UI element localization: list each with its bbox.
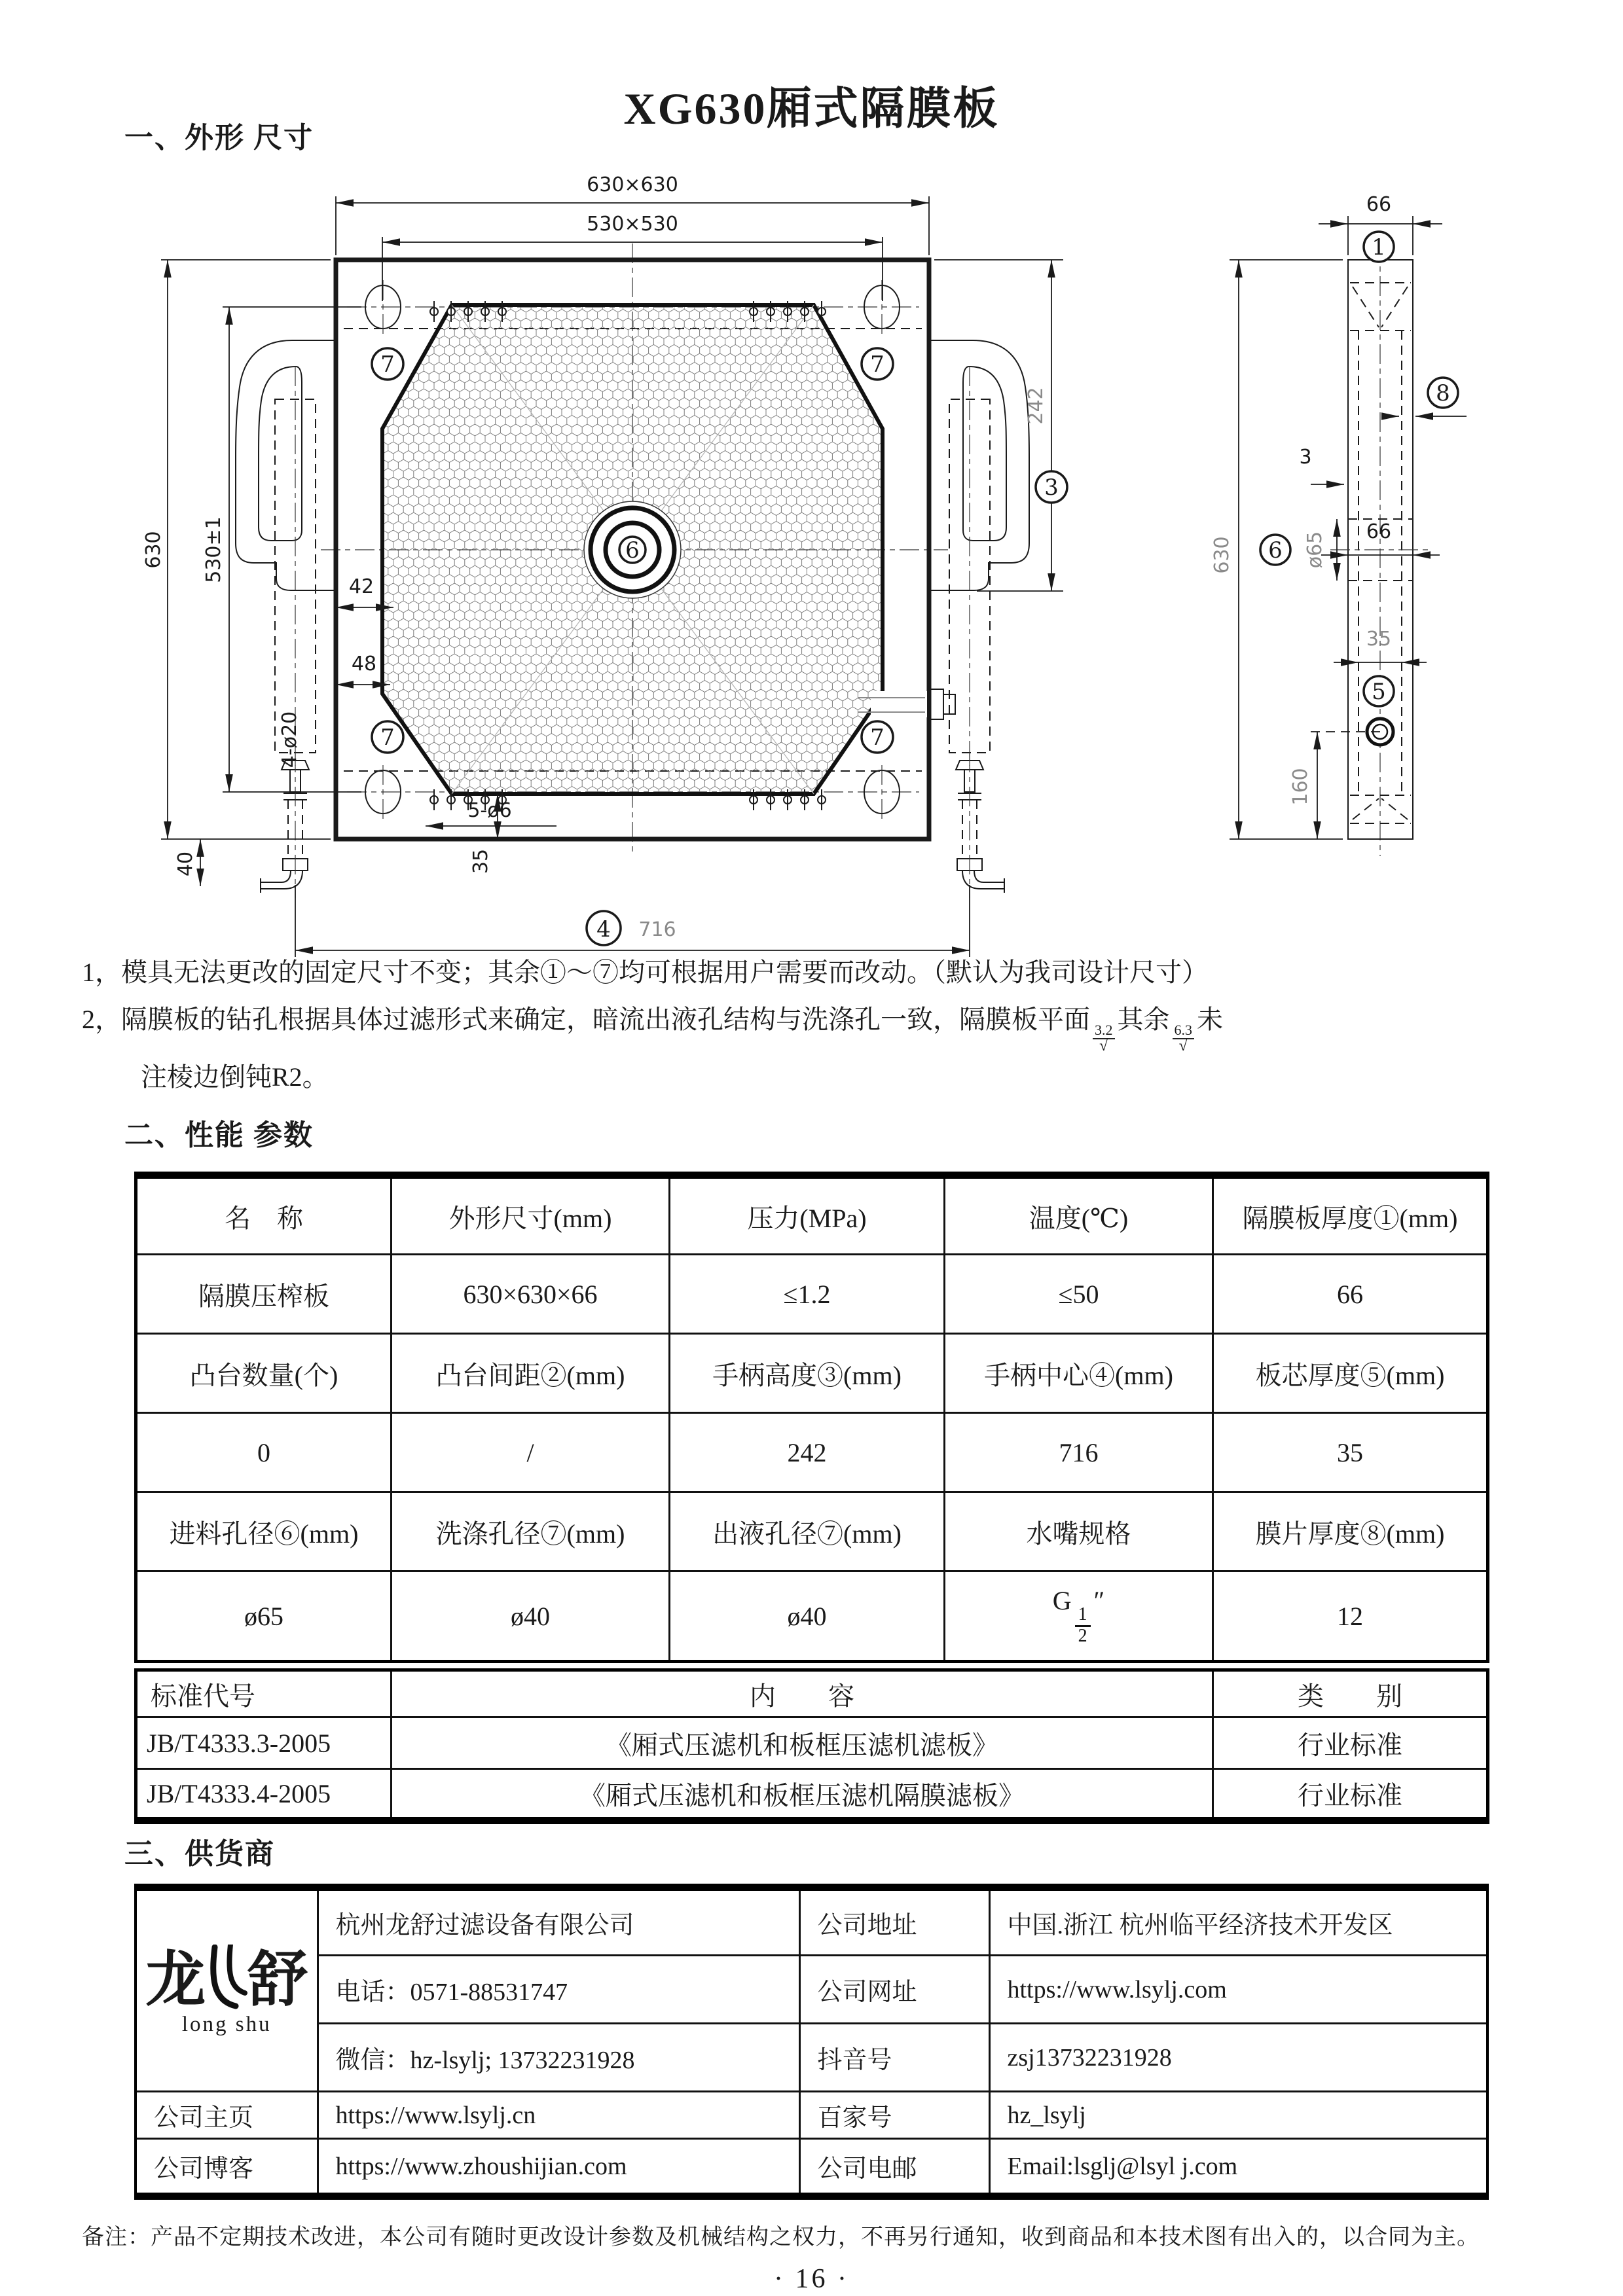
svg-text:3: 3	[1044, 475, 1059, 501]
table-row: ø65 ø40 ø40 G $\frac{1}{2}$ ″ 12	[136, 1571, 1488, 1662]
section-heading-dimensions: 一、外形 尺寸	[124, 122, 314, 154]
note-line-3: 注棱边倒钝R2。	[141, 1062, 329, 1092]
roughness-symbol-6_3: 6.3 √	[1173, 1023, 1195, 1054]
svg-text:66: 66	[1366, 193, 1392, 216]
company-logo: 龙 舒 long shu	[136, 1888, 318, 2092]
svg-text:ø65: ø65	[1304, 531, 1326, 569]
field-value: 电话：0571-88531747	[318, 1956, 799, 2024]
section-heading-supplier: 三、供货商	[124, 1838, 275, 1870]
field-label: 公司网址	[799, 1956, 989, 2024]
table-row	[136, 1956, 1487, 2024]
svg-text:48: 48	[351, 653, 377, 675]
drawing-notes	[82, 949, 1588, 1101]
svg-text:5-ø6: 5-ø6	[467, 799, 512, 822]
svg-text:716: 716	[638, 918, 676, 941]
performance-table	[134, 1172, 1489, 1663]
table-row	[136, 2139, 1487, 2197]
svg-text:35: 35	[1366, 628, 1392, 651]
svg-text:530×530: 530×530	[587, 213, 678, 236]
svg-text:3: 3	[1299, 446, 1312, 469]
table-row: 隔膜压榨板 630×630×66 ≤1.2 ≤50 66	[136, 1255, 1488, 1334]
footer-note: 备注：产品不定期技术改进，本公司有随时更改设计参数及机械结构之权力，不再另行通知，收到商品和本技术图有出入的，以合同为主。	[82, 2225, 1480, 2250]
callout-7-br	[862, 721, 893, 753]
field-label: 抖音号	[799, 2024, 989, 2092]
callout-7-tl	[372, 348, 403, 380]
nozzle-spec-cell: G $\frac{1}{2}$ ″	[945, 1571, 1213, 1662]
table-row: 标准代号 内 容 类 别	[136, 1670, 1488, 1717]
faucet-left	[261, 753, 309, 898]
logo-subtitle: long shu	[181, 2013, 272, 2036]
svg-text:7: 7	[870, 351, 884, 378]
supplier-table	[134, 1884, 1489, 2200]
field-label: 公司主页	[136, 2092, 318, 2139]
section-heading-performance: 二、性能 参数	[124, 1119, 314, 1151]
svg-text:242: 242	[1025, 387, 1048, 425]
callout-7-tr	[862, 348, 893, 380]
side-view	[1211, 193, 1467, 856]
callout-3	[1036, 471, 1067, 503]
field-value: https://www.lsylj.com	[989, 1956, 1487, 2024]
field-label: 公司博客	[136, 2139, 318, 2197]
svg-text:40: 40	[174, 851, 197, 877]
svg-text:160: 160	[1289, 768, 1312, 806]
company-name: 杭州龙舒过滤设备有限公司	[318, 1888, 799, 1956]
handle-left	[236, 340, 336, 766]
table-row	[136, 2092, 1487, 2139]
callout-5	[1364, 676, 1394, 706]
callout-7-bl	[372, 721, 403, 753]
table-row	[136, 1888, 1487, 1956]
standards-table	[134, 1668, 1489, 1824]
callout-6-side	[1260, 535, 1290, 565]
svg-text:42: 42	[348, 575, 374, 598]
table-row: 名 称 外形尺寸(mm) 压力(MPa) 温度(℃) 隔膜板厚度①(mm)	[136, 1175, 1488, 1255]
field-value: Email:lsglj@lsyl j.com	[989, 2139, 1487, 2197]
field-value: 中国.浙江 杭州临平经济技术开发区	[989, 1888, 1487, 1956]
table-row: 凸台数量(个) 凸台间距②(mm) 手柄高度③(mm) 手柄中心④(mm) 板芯厚度⑤(mm)	[136, 1334, 1488, 1413]
svg-text:7: 7	[870, 725, 884, 751]
svg-text:5: 5	[1372, 679, 1386, 705]
svg-text:630: 630	[1211, 536, 1233, 574]
callout-4	[587, 911, 621, 945]
svg-text:630: 630	[142, 531, 165, 569]
field-value: https://www.zhoushijian.com	[318, 2139, 799, 2197]
svg-text:7: 7	[380, 351, 395, 378]
svg-text:35: 35	[469, 848, 492, 874]
front-view	[142, 173, 1067, 957]
table-row: 进料孔径⑥(mm) 洗涤孔径⑦(mm) 出液孔径⑦(mm) 水嘴规格 膜片厚度⑧(mm)	[136, 1492, 1488, 1571]
svg-text:66: 66	[1366, 520, 1392, 543]
note-line-2: 2，隔膜板的钻孔根据具体过滤形式来确定，暗流出液孔结构与洗涤孔一致，隔膜板平面 3.2 √ 其余 6.3 √ 未	[82, 1005, 1223, 1054]
table-row: 0 / 242 716 35	[136, 1413, 1488, 1492]
field-label: 公司电邮	[799, 2139, 989, 2197]
svg-text:6: 6	[625, 537, 640, 564]
table-row	[136, 2024, 1487, 2092]
callout-6-front	[619, 537, 646, 564]
technical-drawing	[0, 157, 1623, 969]
svg-text:1: 1	[1372, 234, 1386, 260]
table-row: JB/T4333.3-2005 《厢式压滤机和板框压滤机滤板》 行业标准	[136, 1717, 1488, 1769]
svg-text:7: 7	[380, 725, 395, 751]
field-value: zsj13732231928	[989, 2024, 1487, 2092]
svg-text:4-ø20: 4-ø20	[278, 711, 301, 768]
logo-mark-icon	[206, 1945, 247, 2010]
field-value: 微信：hz-lsylj; 13732231928	[318, 2024, 799, 2092]
svg-text:4: 4	[596, 916, 611, 942]
field-value: hz_lsylj	[989, 2092, 1487, 2139]
field-value: https://www.lsylj.cn	[318, 2092, 799, 2139]
water-nozzle	[858, 689, 955, 719]
table-row: JB/T4333.4-2005 《厢式压滤机和板框压滤机隔膜滤板》 行业标准	[136, 1769, 1488, 1821]
field-label: 公司地址	[799, 1888, 989, 1956]
roughness-symbol-3_2: 3.2 √	[1093, 1023, 1115, 1054]
svg-text:530±1: 530±1	[202, 516, 225, 583]
callout-1	[1364, 232, 1394, 262]
page-number: · 16 ·	[774, 2264, 849, 2294]
svg-text:6: 6	[1268, 537, 1283, 564]
field-label: 百家号	[799, 2092, 989, 2139]
svg-text:630×630: 630×630	[587, 173, 678, 196]
callout-8	[1428, 378, 1458, 408]
svg-text:8: 8	[1436, 380, 1450, 406]
side-dimensions	[1211, 193, 1467, 839]
page-title: XG630厢式隔膜板	[623, 84, 1000, 134]
note-line-1: 1，模具无法更改的固定尺寸不变；其余①～⑦均可根据用户需要而改动。（默认为我司设计尺寸）	[82, 958, 1208, 987]
